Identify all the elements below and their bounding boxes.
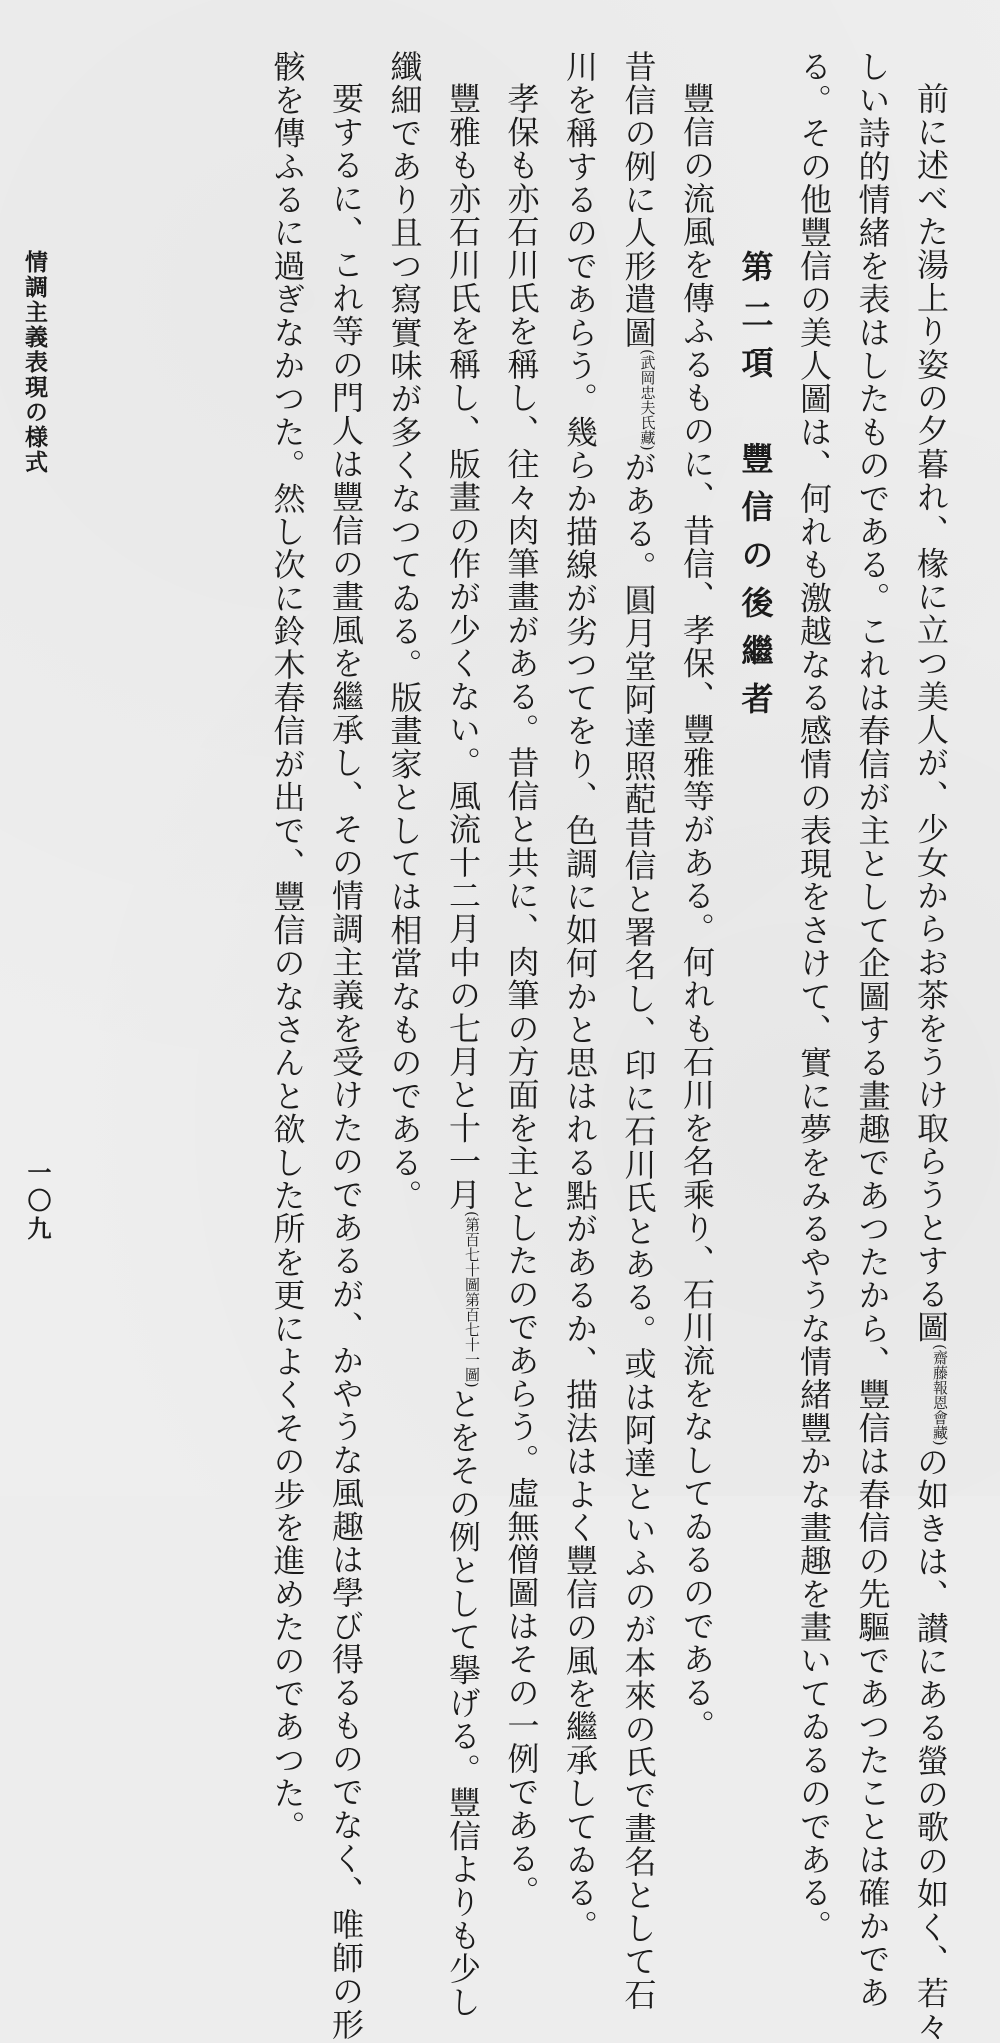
- text-line: [609, 50, 668, 2011]
- running-head: 情調主義表現の様式: [21, 250, 48, 475]
- text-run: の如きは、讃にある螢の歌の如く、若々: [912, 1445, 950, 2043]
- text-run: とをその例として擧げる。豐信よりも少し: [444, 1387, 482, 2019]
- inline-note: (武岡忠夫氏藏): [638, 348, 657, 451]
- text-line: 豐信の流風を傳ふるものに、昔信、孝保、豐雅等がある。何れも石川を名乘り、石川流をなしてゐるのである。: [678, 82, 716, 1742]
- paragraph-3: [258, 50, 375, 2041]
- text-line: 纖細であり且つ寫實味が多くなつてゐる。版畫家としては相當なものである。: [385, 50, 424, 1212]
- text-run: 昔信の例に人形遣圖: [619, 50, 658, 349]
- text-line: [434, 50, 493, 2019]
- text-line: [902, 50, 961, 2043]
- text-line: る。その他豐信の美人圖は、何れも激越なる感情の表現をさけて、實に夢をみるやうな情緒豐かな畫趣を畫いてゐるのである。: [795, 50, 833, 1943]
- text-line: 川を稱するのであらう。幾らか描線が劣つてをり、色調に如何かと思はれる點があるか、描法はよく豐信の風を繼承してゐる。: [561, 50, 599, 1943]
- section-heading: 第二項 豐信の後繼者: [736, 250, 775, 730]
- inline-note: (齋藤報恩會藏): [931, 1343, 949, 1446]
- text-run: 豐雅も亦石川氏を稱し、版畫の作が少くない。風流十二月中の七月と十一月: [444, 82, 482, 1211]
- paragraph-2: [375, 50, 726, 2019]
- text-line: 骸を傳ふるに過ぎなかつた。然し次に鈴木春信が出で、豐信のなさんと欲した所を更によくその步を進めたのであつた。: [268, 50, 307, 1843]
- text-line: 孝保も亦石川氏を稱し、往々肉筆畫がある。昔信と共に、肉筆の方面を主としたのであらう。虛無僧圖はその一例である。: [502, 82, 541, 1908]
- body-text: [258, 50, 960, 2043]
- text-line: しい詩的情緒を表はしたものである。これは春信が主として企圖する畫趣であつたから、豐信は春信の先驅であつたことは確かであ: [853, 50, 892, 2009]
- page-number: 一〇九: [23, 1160, 52, 1244]
- text-line: 要するに、これ等の門人は豐信の畫風を繼承し、その情調主義を受けたのであるが、かやうな風趣は學び得るものでなく、唯師の形: [327, 82, 365, 2041]
- text-run: 前に述べた湯上り姿の夕暮れ、椽に立つ美人が、少女からお茶をうけ取らうとする圖: [912, 82, 950, 1344]
- paragraph-1: [785, 50, 961, 2043]
- text-run: がある。圓月堂阿達照蓜昔信と署名し、印に石川氏とある。或は阿達といふのが本來の氏で畫名として石: [619, 450, 658, 2011]
- inline-note: (第百七十圖第百七十一圖): [463, 1210, 481, 1388]
